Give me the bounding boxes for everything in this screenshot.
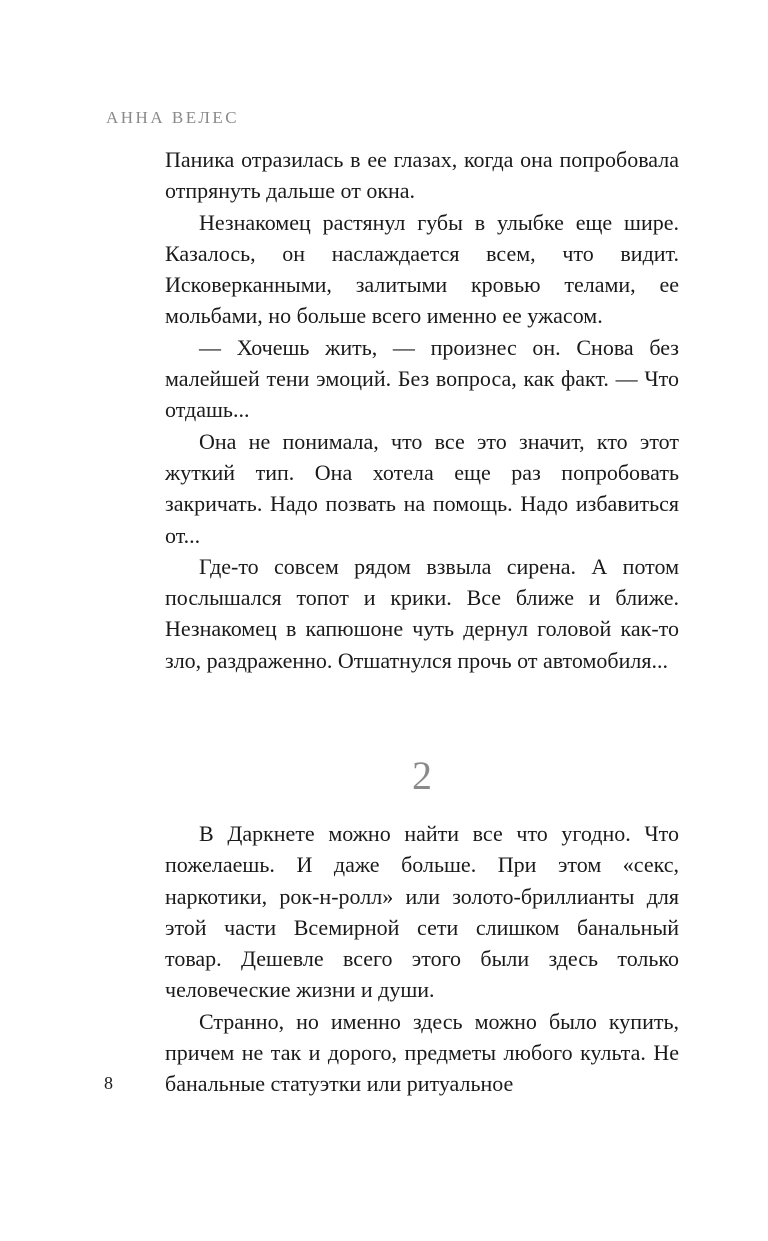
paragraph: В Даркнете можно найти все что угодно. Что пожелаешь. И даже больше. При этом «секс, наркотики, рок-н-ролл» или золото-бриллианты для этой части Всемирной сети слишком банальный товар. Дешевле всего этого были здесь только человеческие жизни и души. bbox=[165, 821, 679, 1003]
paragraph: — Хочешь жить, — произнес он. Снова без малейшей тени эмоций. Без вопроса, как факт. — Что отдашь... bbox=[165, 334, 679, 423]
section-two-text bbox=[165, 818, 679, 1100]
section-one-text bbox=[165, 144, 679, 676]
paragraph: Паника отразилась в ее глазах, когда она попробовала отпрянуть дальше от окна. bbox=[165, 147, 679, 204]
page-number: 8 bbox=[104, 1073, 113, 1093]
paragraph: Она не понимала, что все это значит, кто этот жуткий тип. Она хотела еще раз попробовать закричать. Надо позвать на помощь. Надо избавиться от... bbox=[165, 428, 679, 548]
running-head: АННА ВЕЛЕС bbox=[106, 108, 240, 127]
paragraph: Где-то совсем рядом взвыла сирена. А потом послышался топот и крики. Все ближе и ближе. Незнакомец в капюшоне чуть дернул головой как-то зло, раздраженно. Отшатнулся прочь от автомобиля... bbox=[165, 553, 679, 673]
paragraph: Незнакомец растянул губы в улыбке еще шире. Казалось, он наслаждается всем, что видит. Исковерканными, залитыми кровью телами, ее мольбами, но больше всего именно ее ужасом. bbox=[165, 209, 679, 329]
paragraph: Странно, но именно здесь можно было купить, причем не так и дорого, предметы любого культа. Не банальные статуэтки или ритуальное bbox=[165, 1008, 679, 1097]
chapter-number: 2 bbox=[412, 753, 432, 798]
